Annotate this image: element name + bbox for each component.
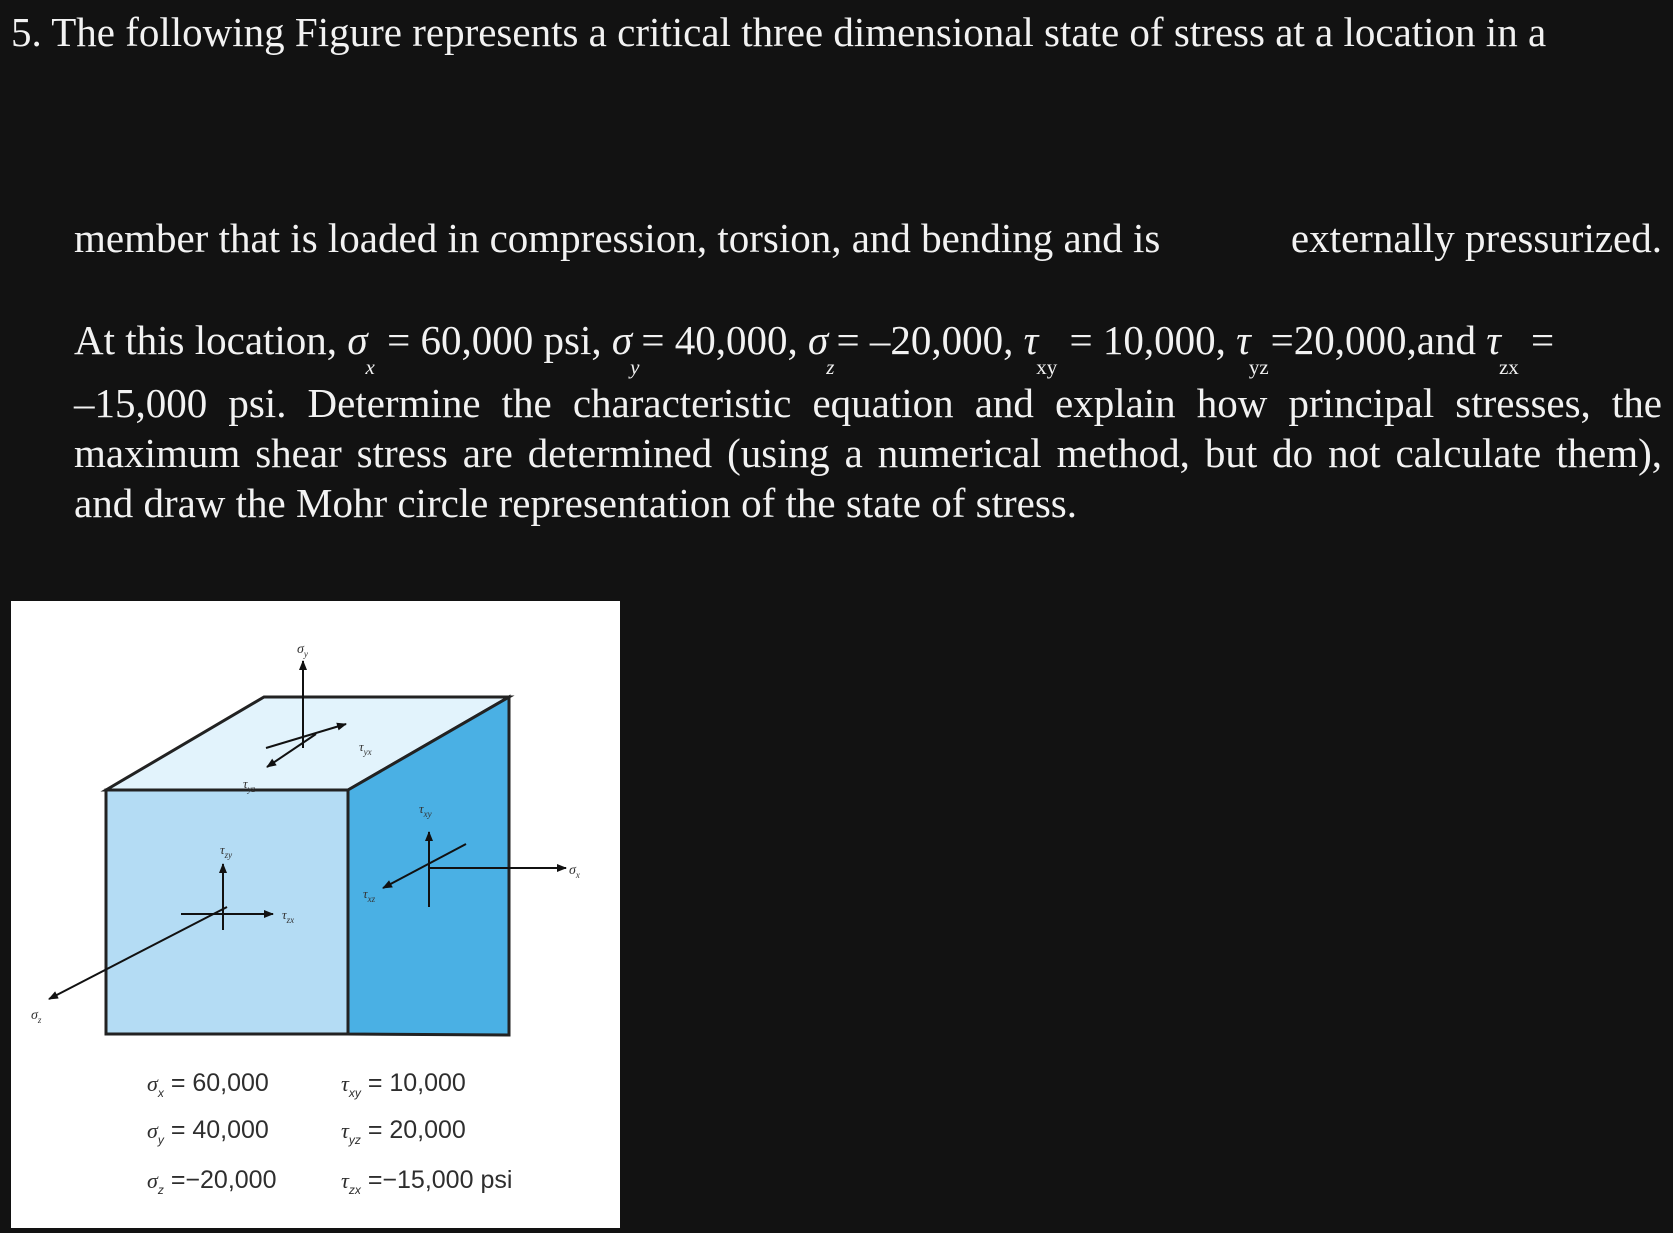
label-tau-yx: $\tau_{yx}$ bbox=[359, 739, 372, 757]
stress-values-line bbox=[74, 316, 1662, 379]
label-sigma-x: $\sigma_x$ bbox=[569, 863, 580, 880]
subscript-zx: zx bbox=[1498, 355, 1519, 379]
tau-symbol: τ bbox=[1486, 317, 1501, 363]
label-tau-zx: $\tau_{zx}$ bbox=[282, 907, 295, 925]
label-tau-xy: $\tau_{xy}$ bbox=[419, 801, 432, 819]
label-sigma-y: $\sigma_y$ bbox=[297, 642, 308, 659]
label-tau-zy: $\tau_{zy}$ bbox=[220, 842, 233, 860]
tau-zx-equals: = bbox=[1531, 317, 1555, 363]
subscript-xy: xy bbox=[1036, 355, 1058, 379]
sigma-y-value: = 40,000, bbox=[641, 317, 798, 363]
subscript-y: y bbox=[630, 355, 640, 379]
stress-element-figure bbox=[11, 601, 620, 1228]
sigma-symbol: σ bbox=[347, 317, 368, 363]
label-sigma-z: $\sigma_z$ bbox=[31, 1008, 42, 1025]
question-line-2-right: externally pressurized. bbox=[1290, 215, 1662, 261]
tau-symbol: τ bbox=[1023, 317, 1039, 363]
cube-front-face bbox=[106, 790, 348, 1034]
stress-cube-diagram bbox=[11, 601, 620, 1228]
question-paragraph: –15,000 psi. Determine the characteristic equation and explain how principal stresses, the maximum shear stress are determined (using a numerical method, but do not calculate them), and draw the Mohr circle representation of the state of stress. bbox=[74, 380, 1662, 526]
eq-sigma-y: $\sigma_y = 40,000$ bbox=[147, 1116, 269, 1147]
eq-tau-zx: $\tau_{zx} =-15,000$ psi bbox=[341, 1166, 513, 1197]
sigma-symbol: σ bbox=[611, 317, 633, 363]
subscript-yz: yz bbox=[1248, 355, 1269, 379]
question-line-2 bbox=[74, 214, 1662, 262]
tau-xy-value: = 10,000, bbox=[1069, 317, 1226, 363]
sigma-symbol: σ bbox=[808, 317, 829, 363]
question-line-1: 5. The following Figure represents a critical three dimensional state of stress at a location in a bbox=[11, 9, 1547, 55]
eq-sigma-z: $\sigma_z =-20,000$ bbox=[147, 1166, 277, 1197]
sigma-x-value: = 60,000 psi, bbox=[387, 317, 602, 363]
label-tau-yz: $\tau_{yz}$ bbox=[243, 776, 256, 794]
tau-yz-value: =20,000,and bbox=[1270, 317, 1476, 363]
question-line-2-left: member that is loaded in compression, torsion, and bending and is bbox=[74, 215, 1161, 261]
subscript-x: x bbox=[365, 355, 375, 379]
values-intro: At this location, bbox=[74, 317, 338, 363]
eq-sigma-x: $\sigma_x = 60,000$ bbox=[147, 1069, 269, 1100]
subscript-z: z bbox=[826, 355, 835, 379]
eq-tau-xy: $\tau_{xy} = 10,000$ bbox=[341, 1069, 466, 1100]
tau-symbol: τ bbox=[1236, 317, 1251, 363]
label-tau-xz: $\tau_{xz}$ bbox=[363, 886, 376, 904]
sigma-z-value: = –20,000, bbox=[836, 317, 1014, 363]
eq-tau-yz: $\tau_{yz} = 20,000$ bbox=[341, 1116, 466, 1147]
